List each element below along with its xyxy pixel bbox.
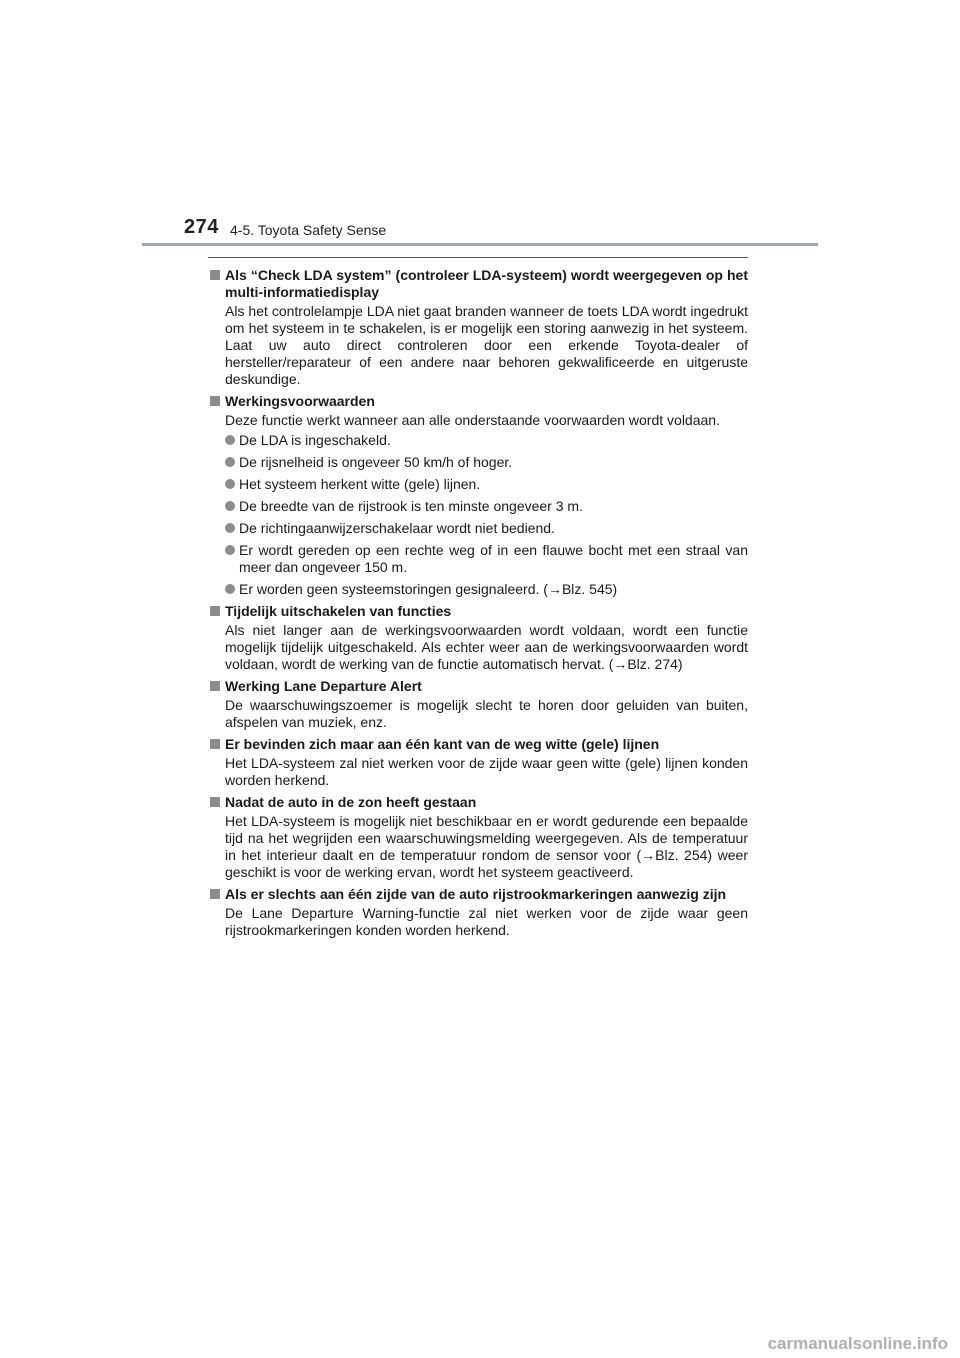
list-item-text: Er wordt gereden op een rechte weg of in een flauwe bocht met een straal van meer dan ongeveer 150 m. (239, 542, 748, 575)
circle-bullet-icon (225, 545, 235, 555)
circle-bullet-icon (225, 523, 235, 533)
page-number: 274 (184, 216, 219, 238)
content (208, 257, 748, 944)
list-item-text: De richtingaanwijzerschakelaar wordt niet bediend. (239, 520, 555, 536)
square-bullet-icon (210, 681, 220, 691)
item-een-kant-lijnen (208, 736, 748, 789)
item-title-text: Werkingsvoorwaarden (225, 393, 375, 409)
list-item (208, 498, 748, 515)
item-title (208, 678, 748, 695)
item-title-text: Er bevinden zich maar aan één kant van de weg witte (gele) lijnen (225, 736, 660, 752)
item-tijdelijk-uitschakelen (208, 603, 748, 673)
list-item (208, 520, 748, 537)
item-body: Het LDA-systeem is mogelijk niet beschikbaar en er wordt gedurende een bepaalde tijd na het wegrijden een waarschuwingsmelding weergegeven. Als de temperatuur in het interieur daalt en de temperatuur rondom de sensor voor (→Blz. 254) weer geschikt is voor de werking ervan, wordt het systeem geactiveerd. (225, 813, 748, 880)
item-title-text: Tijdelijk uitschakelen van functies (225, 603, 452, 619)
list-item-text: Het systeem herkent witte (gele) lijnen. (239, 476, 481, 492)
item-title (208, 267, 748, 301)
square-bullet-icon (210, 797, 220, 807)
list-item (208, 454, 748, 471)
item-body: Als het controlelampje LDA niet gaat branden wanneer de toets LDA wordt ingedrukt om het systeem in te schakelen, is er mogelijk een storing aanwezig in het systeem. Laat uw auto direct controleren door een erkende Toyota-dealer of hersteller/reparateur of een andere naar behoren gekwalificeerde en uitgeruste deskundige. (225, 303, 748, 387)
section-title: 4-5. Toyota Safety Sense (230, 222, 387, 238)
item-body: Deze functie werkt wanneer aan alle onderstaande voorwaarden wordt voldaan. (225, 412, 720, 428)
condition-list (208, 432, 748, 598)
item-body: Als niet langer aan de werkingsvoorwaarden wordt voldaan, wordt een functie mogelijk tijdelijk uitgeschakeld. Als echter weer aan de werkingsvoorwaarden wordt voldaan, wordt de werking van de functie automatisch hervat. (→Blz. 274) (225, 622, 748, 672)
item-title (208, 794, 748, 811)
circle-bullet-icon (225, 479, 235, 489)
item-title (208, 393, 748, 410)
square-bullet-icon (210, 739, 220, 749)
circle-bullet-icon (225, 457, 235, 467)
item-werking-lda (208, 678, 748, 731)
item-body: De Lane Departure Warning-functie zal niet werken voor de zijde waar geen rijstrookmarkeringen konden worden herkend. (225, 905, 748, 938)
item-title-text: Als er slechts aan één zijde van de auto rijstrookmarkeringen aanwezig zijn (225, 886, 727, 902)
list-item-text: De LDA is ingeschakeld. (239, 432, 391, 448)
header-rule (142, 243, 818, 246)
square-bullet-icon (210, 606, 220, 616)
item-title (208, 736, 748, 753)
list-item (208, 542, 748, 576)
item-werkingsvoorwaarden (208, 393, 748, 598)
item-body: Het LDA-systeem zal niet werken voor de zijde waar geen witte (gele) lijnen konden worden herkend. (225, 755, 748, 788)
square-bullet-icon (210, 396, 220, 406)
content-rule (208, 257, 748, 258)
circle-bullet-icon (225, 435, 235, 445)
item-body: De waarschuwingszoemer is mogelijk slecht te horen door geluiden van buiten, afspelen van muziek, enz. (225, 697, 748, 730)
item-title-text: Werking Lane Departure Alert (225, 678, 422, 694)
list-item (208, 432, 748, 449)
circle-bullet-icon (225, 584, 235, 594)
square-bullet-icon (210, 889, 220, 899)
list-item-text: De rijsnelheid is ongeveer 50 km/h of hoger. (239, 454, 513, 470)
list-item-text: De breedte van de rijstrook is ten minste ongeveer 3 m. (239, 498, 583, 514)
item-in-de-zon (208, 794, 748, 881)
footer-watermark[interactable]: carmanualsonline.info (767, 1334, 948, 1353)
list-item (208, 581, 748, 598)
item-title-text: Als “Check LDA system” (controleer LDA-systeem) wordt weergegeven op het multi-informatiedisplay (225, 267, 748, 300)
square-bullet-icon (210, 270, 220, 280)
circle-bullet-icon (225, 501, 235, 511)
list-item-text: Er worden geen systeemstoringen gesignaleerd. (→Blz. 545) (239, 581, 618, 597)
item-check-lda (208, 267, 748, 388)
item-title (208, 603, 748, 620)
item-een-zijde-markeringen (208, 886, 748, 939)
list-item (208, 476, 748, 493)
item-title (208, 886, 748, 903)
item-title-text: Nadat de auto in de zon heeft gestaan (225, 794, 477, 810)
